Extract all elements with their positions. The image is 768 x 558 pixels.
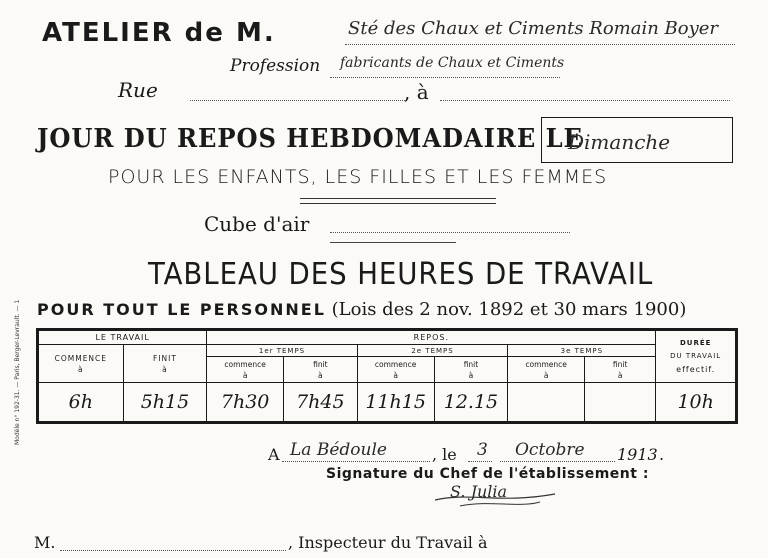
header-temps-3: 3e TEMPS [508,345,656,357]
effectif-label: effectif. [676,365,716,374]
t1-finit-a: à [318,370,323,380]
value-finit: 5h15 [123,383,207,423]
date-year: 1913 [617,445,658,464]
t1-commence-header [207,357,284,383]
date-end: . [659,445,665,464]
rest-day-box [541,117,733,163]
inspector-label: , Inspecteur du Travail à [288,533,488,552]
t2-finit-a: à [468,370,474,380]
date-month: Octobre [515,440,585,460]
duree-label: DURÉE [679,339,712,347]
value-t3-finit [584,383,655,423]
t3-commence-label: commence [525,359,567,369]
rue-a-label: , à [404,80,429,104]
t3-finit-label: finit [612,359,628,369]
finit-a-label: à [162,364,168,374]
t1-finit-header [283,357,357,383]
header-temps-1: 1er TEMPS [207,345,357,357]
profession-value: fabricants de Chaux et Ciments [340,55,565,71]
ornament-divider [300,198,496,204]
t3-finit-a: à [617,370,623,380]
value-t2-finit: 12.15 [434,383,508,423]
tableau-title: TABLEAU DES HEURES DE TRAVAIL [148,257,654,292]
rest-day-label: JOUR DU REPOS HEBDOMADAIRE LE [37,124,583,154]
du-travail-label: DU TRAVAIL [670,352,722,360]
finit-caps-label: FINIT [153,353,177,363]
header-duree [656,330,737,383]
value-t1-commence: 7h30 [207,383,284,423]
signature-flourish [430,488,560,510]
value-duree: 10h [656,383,737,423]
atelier-name: Sté des Chaux et Ciments Romain Boyer [348,18,719,39]
header-le-travail: LE TRAVAIL [38,330,207,345]
rue-label: Rue [118,78,158,102]
date-le-label: , le [432,445,457,464]
place-a-label: A [268,445,280,464]
header-finit [123,345,207,383]
t3-finit-header [584,357,655,383]
t2-commence-a: à [393,370,398,380]
atelier-label: ATELIER de M. [42,18,276,48]
rest-day-value: Dimanche [568,130,671,154]
tableau-subtitle-caps: POUR TOUT LE PERSONNEL [37,300,326,319]
inspector-m-label: M. [34,533,56,552]
value-t1-finit: 7h45 [283,383,357,423]
tableau-subtitle [37,299,686,320]
cube-label: Cube d'air [204,212,310,236]
header-temps-2: 2e TEMPS [357,345,508,357]
value-commence: 6h [38,383,124,423]
header-commence [38,345,124,383]
margin-note: Modèle n° 192-31. — Paris, Berger-Levrault. — 1 [14,299,21,445]
signature-label: Signature du Chef de l'établissement : [326,466,649,482]
t3-commence-a: à [543,370,549,380]
place-value: La Bédoule [290,440,387,460]
t2-finit-label: finit [463,359,479,369]
t1-finit-label: finit [313,359,328,369]
tableau-subtitle-rest: (Lois des 2 nov. 1892 et 30 mars 1900) [331,299,687,320]
value-t3-commence [508,383,585,423]
commence-a-label: à [78,364,84,374]
t2-finit-header [434,357,508,383]
t2-commence-label: commence [374,359,417,369]
t2-commence-header [357,357,434,383]
commence-caps-label: COMMENCE [54,353,108,363]
date-day: 3 [477,440,488,460]
rest-day-subtitle: POUR LES ENFANTS, LES FILLES ET LES FEMMES [108,166,608,188]
header-repos: REPOS. [207,330,656,345]
t1-commence-a: à [242,370,248,380]
profession-label: Profession [230,56,321,76]
value-t2-commence: 11h15 [357,383,434,423]
signature-name: S. Julia [450,482,508,501]
t3-commence-header [508,357,585,383]
t1-commence-label: commence [224,359,266,369]
hours-table [36,328,738,424]
